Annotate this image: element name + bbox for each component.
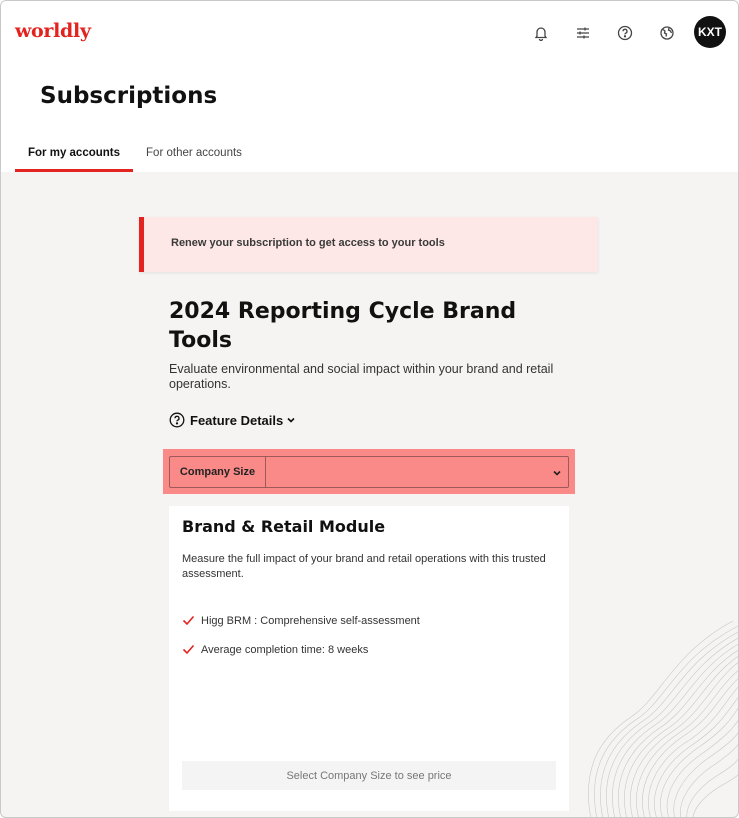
avatar[interactable]: KXT xyxy=(694,16,726,48)
list-item xyxy=(182,635,420,664)
sliders-icon[interactable] xyxy=(568,18,598,48)
help-circle-icon xyxy=(169,412,185,428)
feature-details-label: Feature Details xyxy=(190,412,284,428)
list-item xyxy=(182,606,420,635)
company-size-field[interactable] xyxy=(266,457,568,487)
page-header xyxy=(1,65,738,172)
check-icon xyxy=(182,643,195,656)
chevron-down-icon xyxy=(552,468,562,478)
feature-text: Higg BRM : Comprehensive self-assessment xyxy=(201,614,420,627)
card-description: Measure the full impact of your brand and retail operations with this trusted assessment. xyxy=(182,553,546,580)
company-size-label: Company Size xyxy=(170,457,266,487)
feature-list xyxy=(182,606,420,664)
see-price-button[interactable]: Select Company Size to see price xyxy=(182,761,556,790)
chevron-down-icon xyxy=(286,415,296,425)
help-icon[interactable] xyxy=(610,18,640,48)
renew-alert xyxy=(139,217,598,272)
section-title: 2024 Reporting Cycle Brand Tools xyxy=(169,299,517,353)
bell-icon[interactable] xyxy=(526,18,556,48)
feature-details-toggle[interactable] xyxy=(169,412,296,428)
alert-text: Renew your subscription to get access to your tools xyxy=(171,237,445,249)
header-actions xyxy=(514,18,726,48)
globe-icon[interactable] xyxy=(652,18,682,48)
brand-retail-module-card xyxy=(169,506,569,811)
card-title: Brand & Retail Module xyxy=(182,517,386,536)
company-size-select[interactable] xyxy=(169,456,569,488)
top-bar xyxy=(1,1,738,65)
tab-other-accounts[interactable]: For other accounts xyxy=(146,147,242,159)
section-description: Evaluate environmental and social impact within your brand and retail operations. xyxy=(169,362,554,391)
check-icon xyxy=(182,614,195,627)
worldly-logo[interactable]: worldly xyxy=(15,20,91,42)
feature-text: Average completion time: 8 weeks xyxy=(201,643,369,656)
decorative-wave-pattern xyxy=(583,621,739,818)
page-title: Subscriptions xyxy=(40,83,218,109)
tab-bar xyxy=(15,137,255,172)
tab-my-accounts[interactable]: For my accounts xyxy=(15,137,133,172)
